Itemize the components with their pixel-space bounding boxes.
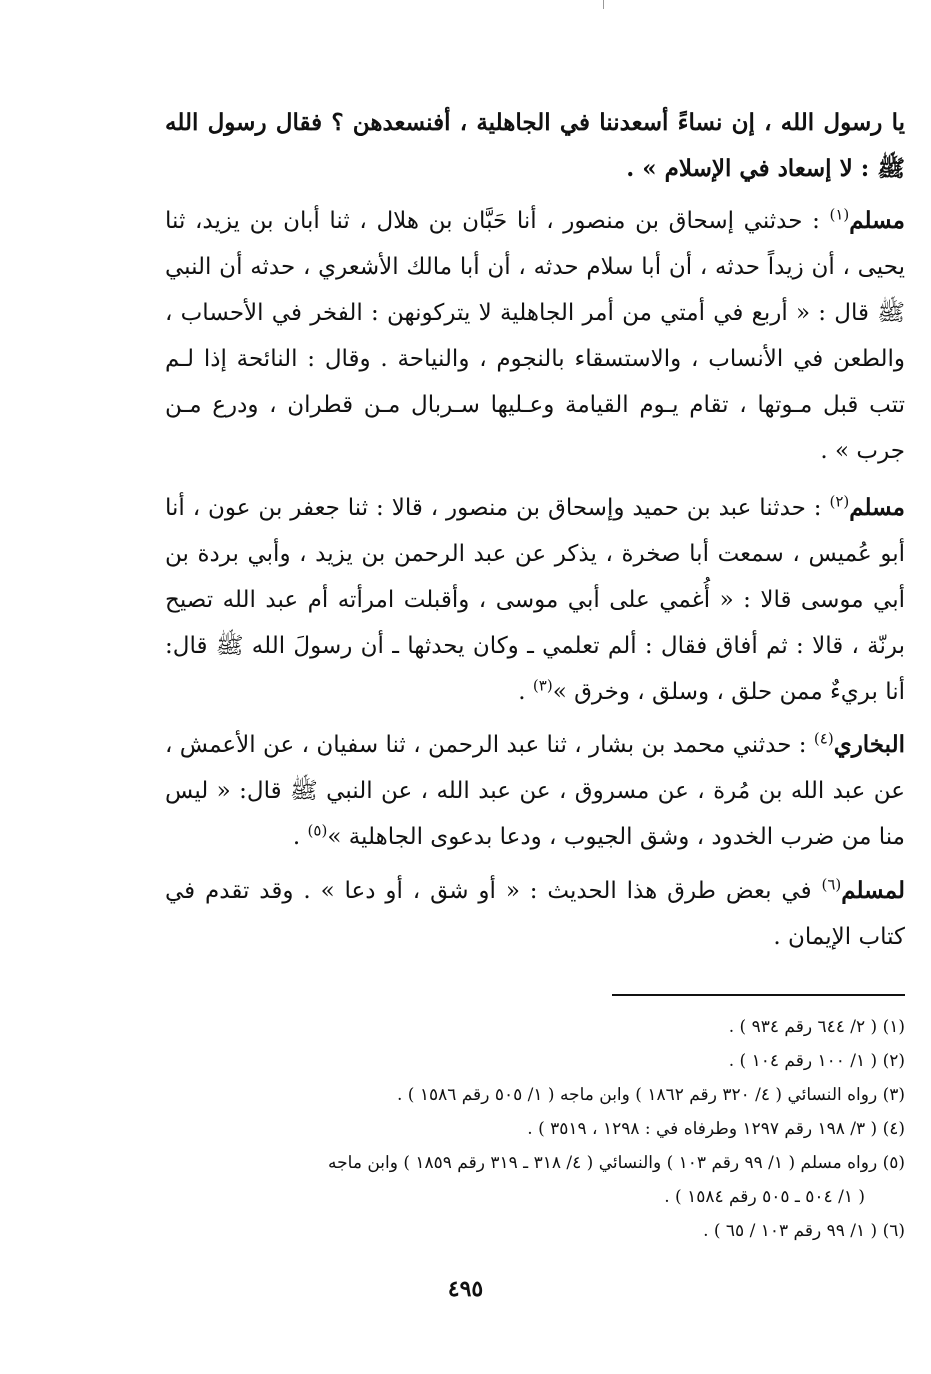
paragraph-text: في بعض طرق هذا الحديث : « أو شق ، أو دعا » . وقد تقدم في كتاب الإيمان .: [165, 878, 905, 950]
source-name: مسلم: [849, 494, 905, 521]
footnote-ref[interactable]: (٤): [813, 729, 834, 748]
footnote-ref[interactable]: (١): [829, 205, 850, 224]
footnote-divider: [612, 994, 905, 996]
paragraph-end: .: [518, 679, 533, 705]
paragraph-text: : حدثني إسحاق بن منصور ، أنا حَبَّان بن هلال ، ثنا أبان بن يزيد، ثنا يحيى ، أن زيداً حدثه ، أن أبا سلام حدثه ، أن أبا مالك الأشعري ، حدثه أن النبي ﷺ قال : « أربع في أمتي من أمر الجاهلية لا يتركونهن : الفخر في الأحساب ، والطعن في الأنساب ، والاستسقاء بالنجوم ، والنياحة . وقال : النائحة إذا لـم تتب قبل مـوتها ، تقام يـوم القيامة وعـليها سـربال مـن قطران ، ودرع مـن جرب » .: [165, 208, 905, 464]
footnote: (٤) ( ٣/ ١٩٨ رقم ١٢٩٧ وطرفاه في : ١٢٩٨ ، ٣٥١٩ ) .: [527, 1119, 905, 1139]
footnote: (١) ( ٢/ ٦٤٤ رقم ٩٣٤ ) .: [728, 1017, 905, 1037]
paragraph-text: : حدثني محمد بن بشار ، ثنا عبد الرحمن ، ثنا سفيان ، عن الأعمش ، عن عبد الله بن مُرة ، عن مسروق ، عن عبد الله ، عن النبي ﷺ قال: « ليس منا من ضرب الخدود ، وشق الجيوب ، ودعا بدعوى الجاهلية »: [165, 732, 905, 850]
scan-mark: [603, 0, 604, 9]
footnote-ref[interactable]: (٣): [532, 676, 553, 695]
paragraph-hadith-muslim-2: [165, 485, 905, 715]
paragraph-hadith-muslim-1: [165, 198, 905, 474]
source-name: مسلم: [849, 207, 905, 234]
paragraph-hadith-muslim-3: [165, 868, 905, 960]
footnotes: [165, 1010, 905, 1248]
paragraph-continuation: [165, 100, 905, 192]
footnote-continuation: ( ١/ ٥٠٤ ـ ٥٠٥ رقم ١٥٨٤ ) .: [664, 1187, 865, 1207]
footnote: (٢) ( ١/ ١٠٠ رقم ١٠٤ ) .: [728, 1051, 905, 1071]
paragraph-end: .: [292, 824, 308, 850]
page-number: ٤٩٥: [447, 1276, 484, 1302]
paragraph-text: يا رسول الله ، إن نساءً أسعدننا في الجاهلية ، أفنسعدهن ؟ فقال رسول الله ﷺ : لا إسعاد في الإسلام » .: [165, 109, 905, 182]
paragraph-text: : حدثنا عبد بن حميد وإسحاق بن منصور ، قالا : ثنا جعفر بن عون ، أنا أبو عُميس ، سمعت أبا صخرة ، يذكر عن عبد الرحمن بن يزيد ، وأبي بردة بن أبي موسى قالا : « أُغمي على أبي موسى ، وأقبلت امرأته أم عبد الله تصيح برنّة ، قالا : ثم أفاق فقال : ألم تعلمي ـ وكان يحدثها ـ أن رسولَ الله ﷺ قال: أنا بريءٌ ممن حلق ، وسلق ، وخرق »: [165, 495, 905, 705]
footnote: (٦) ( ١/ ٩٩ رقم ١٠٣ / ٦٥ ) .: [703, 1221, 905, 1241]
footnote: (٣) رواه النسائي ( ٤/ ٣٢٠ رقم ١٨٦٢ ) وابن ماجه ( ١/ ٥٠٥ رقم ١٥٨٦ ) .: [396, 1085, 905, 1105]
source-name: البخاري: [833, 731, 905, 758]
footnote: (٥) رواه مسلم ( ١/ ٩٩ رقم ١٠٣ ) والنسائي ( ٤/ ٣١٨ ـ ٣١٩ رقم ١٨٥٩ ) وابن ماجه: [328, 1153, 905, 1173]
footnote-ref[interactable]: (٥): [307, 821, 328, 840]
source-name: لمسلم: [841, 877, 905, 904]
footnote-ref[interactable]: (٢): [829, 492, 850, 511]
footnote-ref[interactable]: (٦): [821, 875, 842, 894]
paragraph-hadith-bukhari: [165, 722, 905, 860]
